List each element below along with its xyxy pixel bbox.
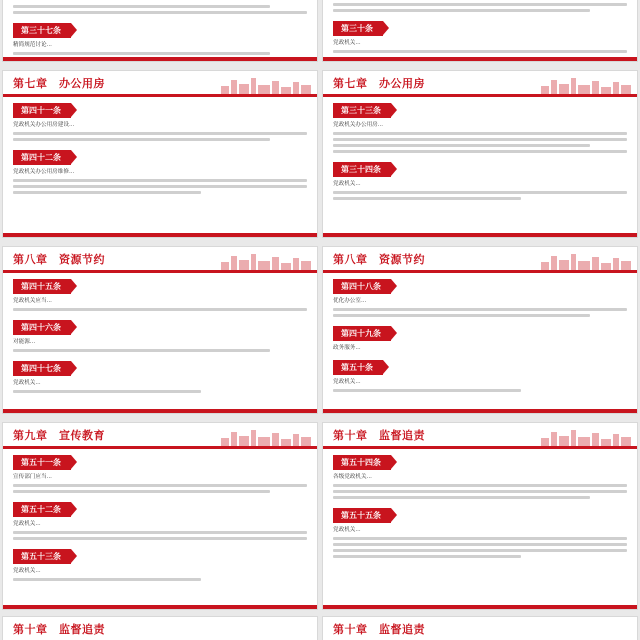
bottom-strip [3,409,317,413]
text-line [333,50,627,53]
text-line [333,314,590,317]
text-line [13,185,307,188]
article-label: 第三十条 [333,21,383,36]
text-line [13,11,307,14]
article-text: 党政机关... [333,181,361,187]
chapter-header [3,71,317,97]
text-line [333,144,590,147]
text-line [333,308,627,311]
chapter-title: 第九章 宣传教育 [13,428,105,442]
slide-10 [322,616,638,640]
chapter-title: 第十章 监督追责 [13,622,105,636]
bottom-strip [3,57,317,61]
chapter-header [323,423,637,449]
article-text: 党政机关办公用房... [333,122,384,128]
article-label: 第四十六条 [13,320,71,335]
text-line [333,555,521,558]
text-line [333,389,521,392]
article-text: 党政机关... [333,527,361,533]
text-line [13,490,270,493]
chapter-header [3,617,317,640]
article-text: 各级党政机关... [333,474,372,480]
chapter-header [323,617,637,640]
text-line [333,197,521,200]
article-text: 对能源... [13,339,36,345]
bottom-strip [323,409,637,413]
article-label: 第五十一条 [13,455,71,470]
text-line [333,9,590,12]
text-line [13,132,307,135]
chapter-title: 第十章 监督追责 [333,622,425,636]
chapter-header [323,71,637,97]
article-text: 优化办公室... [333,298,367,304]
text-line [13,537,307,540]
text-line [13,349,270,352]
text-line [13,531,307,534]
text-line [333,484,627,487]
text-line [13,308,307,311]
article-text: 宣传部门应当... [13,474,52,480]
text-line [333,132,627,135]
text-line [13,191,201,194]
slide-8 [322,422,638,610]
article-label: 第五十条 [333,360,383,375]
article-text: 党政机关... [13,568,41,574]
skyline-icon [221,76,311,94]
text-line [333,138,627,141]
text-line [333,191,627,194]
article-text: 党政机关应当... [13,298,52,304]
article-text: 党政机关办公用房建设... [13,122,75,128]
article-label: 第五十二条 [13,502,71,517]
article-label: 第五十四条 [333,455,391,470]
chapter-title: 第八章 资源节约 [333,252,425,266]
article-label: 第五十三条 [13,549,71,564]
article-text: 党政机关... [13,521,41,527]
slide-9 [2,616,318,640]
article-text: 党政机关办公用房维修... [13,169,75,175]
article-label: 第四十九条 [333,326,391,341]
slide-7 [2,422,318,610]
article-label: 第四十七条 [13,361,71,376]
text-line [13,179,307,182]
text-line [333,537,627,540]
article-label: 第五十五条 [333,508,391,523]
article-label: 第四十八条 [333,279,391,294]
article-label: 第三十三条 [333,103,391,118]
chapter-title: 第七章 办公用房 [13,76,105,90]
chapter-title: 第十章 监督追责 [333,428,425,442]
text-line [333,543,627,546]
text-line [13,578,201,581]
chapter-header [323,247,637,273]
text-line [13,138,270,141]
text-line [333,3,627,6]
article-label: 第四十五条 [13,279,71,294]
skyline-icon [541,428,631,446]
slide-6 [322,246,638,414]
slide-2 [322,0,638,62]
text-line [13,390,201,393]
article-label: 第四十一条 [13,103,71,118]
article-text: 党政机关... [13,380,41,386]
skyline-icon [221,428,311,446]
text-line [333,496,590,499]
chapter-title: 第八章 资源节约 [13,252,105,266]
bottom-strip [323,605,637,609]
slide-4 [322,70,638,238]
bottom-strip [323,233,637,237]
bottom-strip [3,605,317,609]
text-line [13,52,270,55]
bottom-strip [3,233,317,237]
slide-3 [2,70,318,238]
text-line [333,490,627,493]
slide-5 [2,246,318,414]
text-line [333,549,627,552]
article-text: 党政机关... [333,379,361,385]
article-text: 政务服务... [333,345,361,351]
article-label: 第四十二条 [13,150,71,165]
text-line [333,150,627,153]
chapter-header [3,247,317,273]
chapter-header [3,423,317,449]
skyline-icon [541,252,631,270]
article-label: 第三十七条 [13,23,71,38]
chapter-title: 第七章 办公用房 [333,76,425,90]
skyline-icon [541,76,631,94]
article-label: 第三十四条 [333,162,391,177]
text-line [13,484,307,487]
skyline-icon [221,252,311,270]
article-text: 精简规范讨论... [13,42,52,48]
text-line [13,5,270,8]
article-text: 党政机关... [333,40,361,46]
slide-1 [2,0,318,62]
bottom-strip [323,57,637,61]
